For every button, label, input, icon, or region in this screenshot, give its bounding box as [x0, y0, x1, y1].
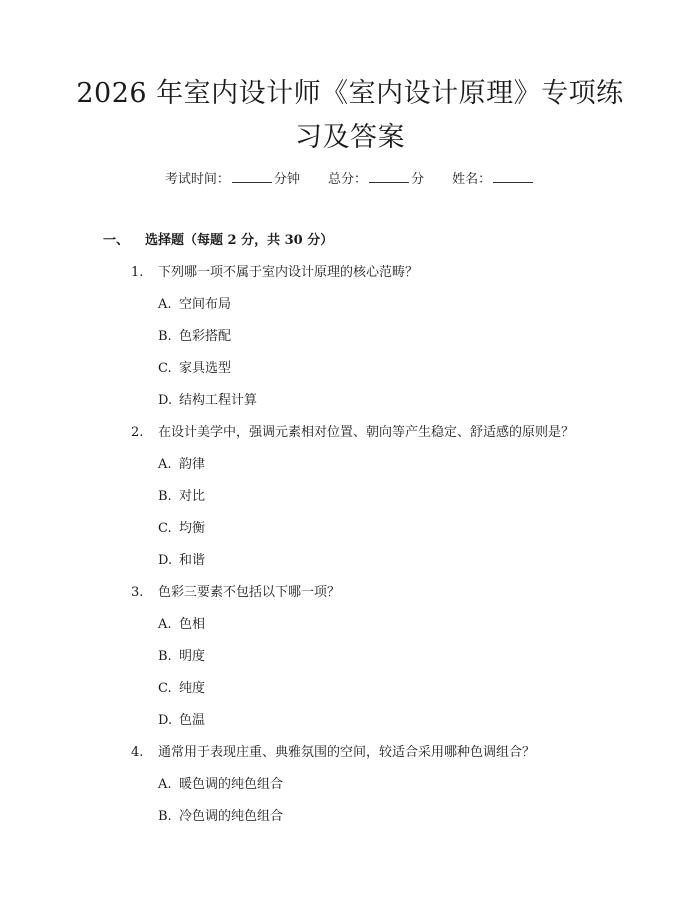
- answer-option: [0, 545, 700, 577]
- question-number: 4.: [131, 745, 144, 760]
- option-text: 空间布局: [179, 297, 232, 312]
- option-label: B.: [158, 329, 172, 344]
- option-label: B.: [158, 809, 172, 824]
- answer-option: [0, 609, 700, 641]
- answer-option: [0, 449, 700, 481]
- answer-option: [0, 705, 700, 737]
- option-label: D.: [158, 553, 173, 568]
- question-stem: [0, 257, 700, 289]
- question-list: [0, 257, 700, 833]
- question-item: [0, 737, 700, 833]
- name-field: [452, 172, 535, 187]
- option-text: 均衡: [179, 521, 206, 536]
- question-text: 下列哪一项不属于室内设计原理的核心范畴？: [158, 265, 419, 280]
- exam-time-label: 考试时间：: [164, 172, 230, 187]
- option-text: 暖色调的纯色组合: [179, 777, 284, 792]
- option-text: 和谐: [179, 553, 206, 568]
- option-label: B.: [158, 649, 172, 664]
- option-text: 冷色调的纯色组合: [179, 809, 284, 824]
- total-score-field: [328, 172, 428, 187]
- question-number: 1.: [131, 265, 144, 280]
- title-line-1: 2026 年室内设计师《室内设计原理》专项练: [76, 78, 624, 109]
- answer-option: [0, 769, 700, 801]
- question-number: 2.: [131, 425, 144, 440]
- option-text: 明度: [179, 649, 206, 664]
- option-label: C.: [158, 681, 172, 696]
- answer-option: [0, 673, 700, 705]
- option-label: C.: [158, 361, 172, 376]
- option-text: 色温: [179, 713, 206, 728]
- option-text: 色彩搭配: [179, 329, 232, 344]
- question-stem: [0, 737, 700, 769]
- exam-meta: [0, 168, 700, 187]
- title-line-2: 习及答案: [295, 122, 405, 153]
- option-text: 结构工程计算: [179, 393, 258, 408]
- exam-time-unit: 分钟: [273, 172, 300, 187]
- section-title: 选择题（每题 2 分，共 30 分）: [145, 233, 334, 248]
- option-label: D.: [158, 713, 173, 728]
- option-label: D.: [158, 393, 173, 408]
- option-text: 家具选型: [179, 361, 232, 376]
- question-item: [0, 577, 700, 737]
- option-text: 对比: [179, 489, 206, 504]
- option-label: A.: [158, 457, 172, 472]
- exam-time-blank: [232, 170, 272, 183]
- answer-option: [0, 321, 700, 353]
- total-score-label: 总分：: [327, 172, 367, 187]
- option-text: 韵律: [179, 457, 206, 472]
- answer-option: [0, 481, 700, 513]
- total-score-unit: 分: [411, 172, 425, 187]
- question-text: 色彩三要素不包括以下哪一项？: [158, 585, 341, 600]
- option-label: A.: [158, 617, 172, 632]
- option-text: 纯度: [179, 681, 206, 696]
- answer-option: [0, 353, 700, 385]
- option-label: A.: [158, 777, 172, 792]
- section-number: 一、: [103, 233, 130, 248]
- total-score-blank: [369, 170, 409, 183]
- question-item: [0, 257, 700, 417]
- answer-option: [0, 801, 700, 833]
- document-title: [60, 72, 640, 160]
- question-item: [0, 417, 700, 577]
- answer-option: [0, 641, 700, 673]
- question-text: 在设计美学中，强调元素相对位置、朝向等产生稳定、舒适感的原则是？: [158, 425, 575, 440]
- question-stem: [0, 577, 700, 609]
- option-text: 色相: [179, 617, 206, 632]
- option-label: A.: [158, 297, 172, 312]
- question-text: 通常用于表现庄重、典雅氛围的空间，较适合采用哪种色调组合？: [158, 745, 536, 760]
- option-label: B.: [158, 489, 172, 504]
- answer-option: [0, 513, 700, 545]
- exam-time-field: [165, 172, 304, 187]
- name-blank: [493, 170, 533, 183]
- option-label: C.: [158, 521, 172, 536]
- question-stem: [0, 417, 700, 449]
- answer-option: [0, 289, 700, 321]
- question-number: 3.: [131, 585, 144, 600]
- answer-option: [0, 385, 700, 417]
- section-heading: [103, 229, 333, 248]
- name-label: 姓名：: [452, 172, 492, 187]
